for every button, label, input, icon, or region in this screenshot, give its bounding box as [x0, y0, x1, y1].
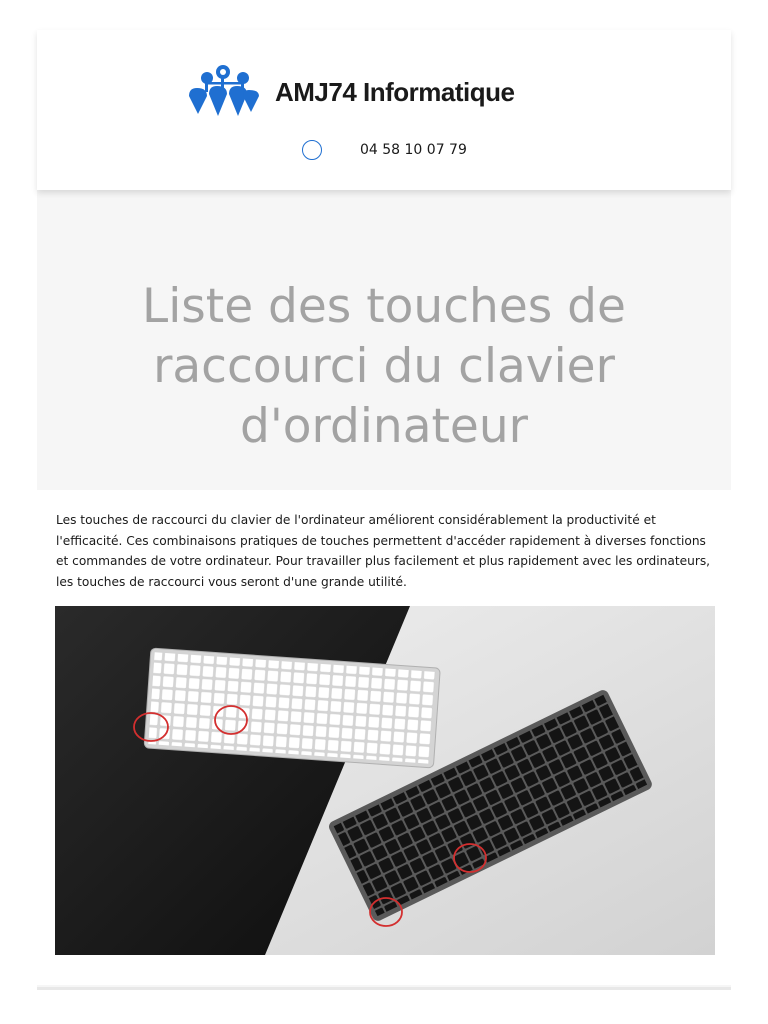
- site-header: [37, 30, 731, 190]
- page-title: [37, 277, 731, 457]
- brand-name: AMJ74 Informatique: [275, 76, 515, 107]
- phone-number: 04 58 10 07 79: [360, 142, 467, 158]
- title-line: d'ordinateur: [240, 399, 528, 455]
- phone-contact[interactable]: [302, 140, 467, 160]
- footer-divider: [37, 987, 731, 990]
- people-network-logo-icon: [187, 64, 261, 120]
- title-line: Liste des touches de: [142, 279, 626, 335]
- white-keyboard: [144, 648, 440, 768]
- keyboard-photo: [55, 606, 715, 955]
- intro-paragraph: Les touches de raccourci du clavier de l'ordinateur améliorent considérablement la productivité et l'efficacité. Ces combinaisons pratiques de touches permettent d'accéder rapidement à diverses fonctions et commandes de votre ordinateur. Pour travailler plus facilement et plus rapidement avec les ordinateurs, les touches de raccourci vous seront d'une grande utilité.: [56, 513, 711, 589]
- brand-logo[interactable]: [187, 64, 515, 120]
- title-line: raccourci du clavier: [153, 339, 615, 395]
- phone-icon: [302, 140, 322, 160]
